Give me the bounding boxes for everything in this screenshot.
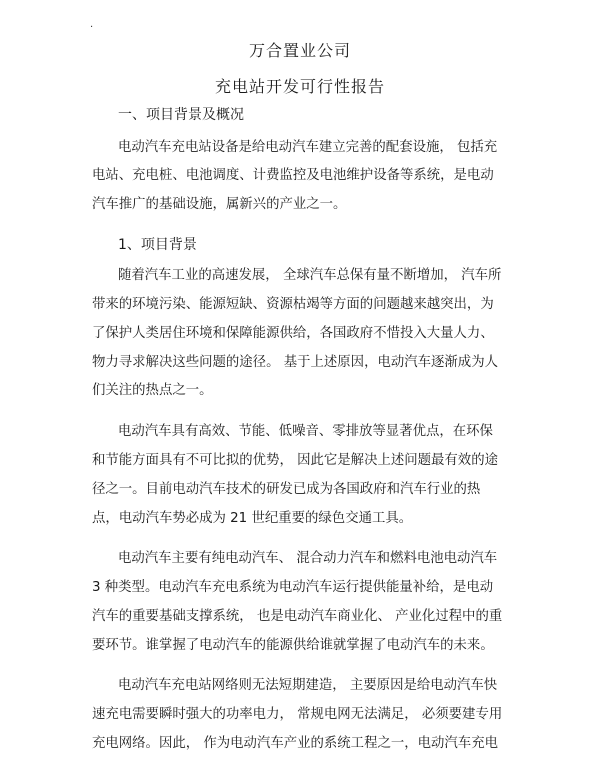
body-line: 电动汽车充电站设备是给电动汽车建立完善的配套设施， 包括充	[118, 140, 498, 155]
subsection-heading: 1、项目背景	[118, 237, 197, 253]
body-line: 和节能方面具有不可比拟的优势， 因此它是解决上述问题最有效的途	[92, 453, 498, 468]
body-line: 电动汽车主要有纯电动汽车、 混合动力汽车和燃料电池电动汽车	[118, 551, 498, 566]
body-line: 汽车的重要基础支撑系统， 也是电动汽车商业化、 产业化过程中的重	[92, 609, 503, 624]
page-marker: .	[90, 19, 94, 30]
body-line: 了保护人类居住环境和保障能源供给，各国政府不惜投入大量人力、	[92, 326, 494, 341]
body-line: 要环节。谁掌握了电动汽车的能源供给谁就掌握了电动汽车的未来。	[92, 638, 494, 653]
body-line: 径之一。目前电动汽车技术的研发已成为各国政府和汽车行业的热	[92, 482, 481, 497]
section-heading: 一、项目背景及概况	[118, 107, 244, 123]
company-name: 万合置业公司	[248, 41, 351, 60]
body-line: 汽车推广的基础设施，属新兴的产业之一。	[92, 197, 347, 212]
body-line: 们关注的热点之一。	[92, 383, 213, 398]
body-line: 随着汽车工业的高速发展， 全球汽车总保有量不断增加， 汽车所	[118, 268, 502, 283]
body-line: 电动汽车充电站网络则无法短期建造， 主要原因是给电动汽车快	[118, 678, 498, 693]
body-line: 电动汽车具有高效、节能、低噪音、零排放等显著优点，在环保	[118, 424, 493, 439]
body-line: 速充电需要瞬时强大的功率电力， 常规电网无法满足， 必须要建专用	[92, 707, 503, 722]
body-line: 带来的环境污染、能源短缺、资源枯竭等方面的问题越来越突出，为	[92, 297, 494, 312]
body-line: 3 种类型。电动汽车充电系统为电动汽车运行提供能量补给，是电动	[92, 580, 494, 595]
report-title: 充电站开发可行性报告	[214, 77, 385, 96]
body-line: 电站、充电桩、电池调度、计费监控及电池维护设备等系统，是电动	[92, 168, 494, 183]
body-line: 点，电动汽车势必成为 21 世纪重要的绿色交通工具。	[92, 511, 413, 526]
body-line: 充电网络。因此， 作为电动汽车产业的系统工程之一，电动汽车充电	[92, 736, 498, 751]
body-line: 物力寻求解决这些问题的途径。 基于上述原因，电动汽车逐渐成为人	[92, 355, 498, 370]
